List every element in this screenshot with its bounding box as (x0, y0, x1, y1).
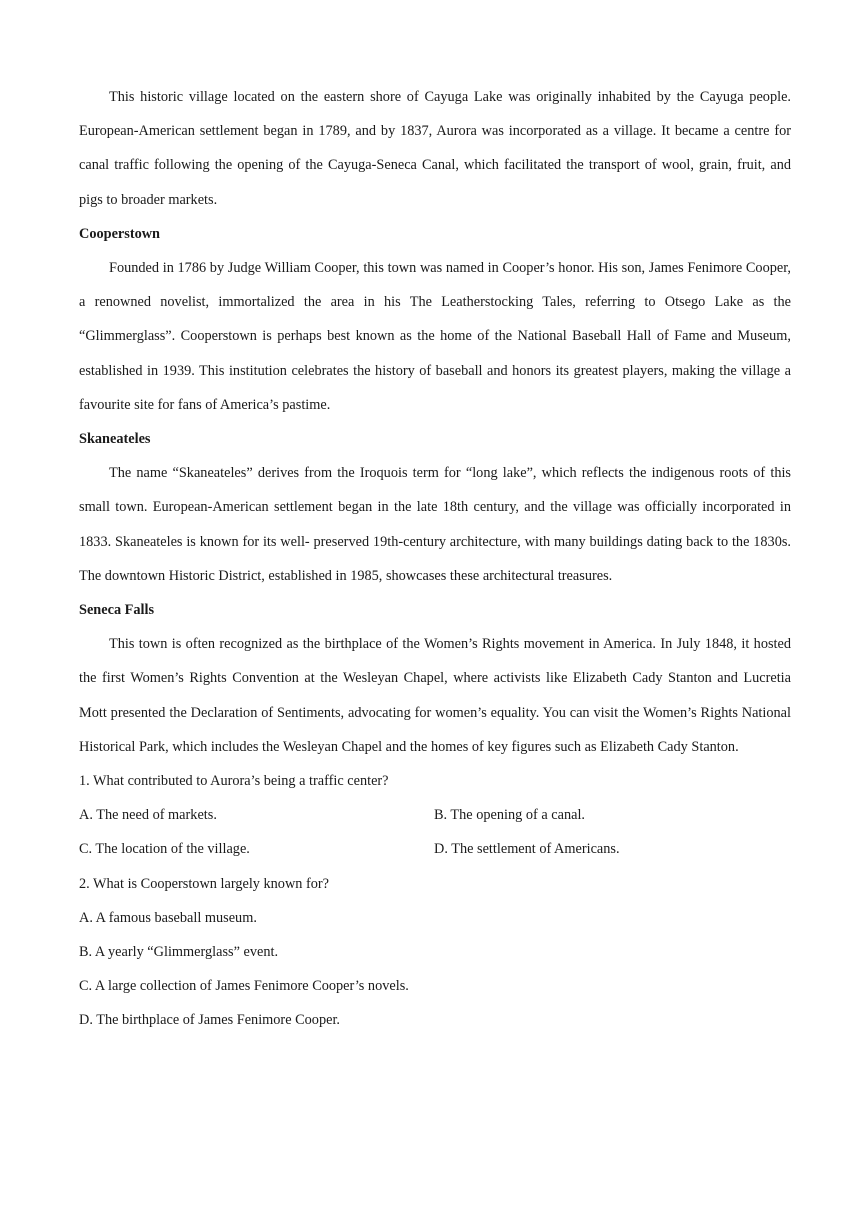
section-paragraph-seneca-falls: This town is often recognized as the birthplace of the Women’s Rights movement in America. In July 1848, it hosted the first Women’s Rights Convention at the Wesleyan Chapel, where activists like Elizabeth Cady Stanton and Lucretia Mott presented the Declaration of Sentiments, advocating for women’s equality. You can visit the Women’s Rights National Historical Park, which includes the Wesleyan Chapel and the homes of key figures such as Elizabeth Cady Stanton. (79, 636, 791, 755)
section-heading-cooperstown: Cooperstown (79, 225, 161, 242)
question-stem: 2. What is Cooperstown largely known for? (79, 875, 330, 892)
option-c: C. A large collection of James Fenimore Cooper’s novels. (79, 978, 409, 995)
option-b: B. The opening of a canal. (434, 807, 585, 824)
option-a: A. A famous baseball museum. (79, 909, 257, 926)
option-a: A. The need of markets. (79, 807, 217, 824)
section-paragraph-skaneateles: The name “Skaneateles” derives from the Iroquois term for “long lake”, which reflects the indigenous roots of this small town. European-American settlement began in the late 18th century, and the village was officially incorporated in 1833. Skaneateles is known for its well- preserved 19th-century architecture, with many buildings dating back to the 1830s. The downtown Historic District, established in 1985, showcases these architectural treasures. (79, 465, 791, 584)
options-row (79, 832, 791, 866)
document-body (79, 80, 791, 1038)
question-2 (79, 867, 791, 1038)
section-heading-skaneateles: Skaneateles (79, 431, 151, 448)
option-d: D. The birthplace of James Fenimore Cooper. (79, 1012, 340, 1029)
section-paragraph-cooperstown: Founded in 1786 by Judge William Cooper, this town was named in Cooper’s honor. His son, James Fenimore Cooper, a renowned novelist, immortalized the area in his The Leatherstocking Tales, referring to Otsego Lake as the “Glimmerglass”. Cooperstown is perhaps best known as the home of the National Baseball Hall of Fame and Museum, established in 1939. This institution celebrates the history of baseball and honors its greatest players, making the village a favourite site for fans of America’s pastime. (79, 260, 791, 413)
option-c: C. The location of the village. (79, 841, 250, 858)
question-1 (79, 764, 791, 867)
question-stem: 1. What contributed to Aurora’s being a traffic center? (79, 773, 389, 790)
options-row (79, 798, 791, 832)
section-heading-seneca-falls: Seneca Falls (79, 602, 155, 619)
option-d: D. The settlement of Americans. (434, 841, 620, 858)
option-b: B. A yearly “Glimmerglass” event. (79, 944, 279, 961)
intro-paragraph: This historic village located on the eastern shore of Cayuga Lake was originally inhabited by the Cayuga people. European-American settlement began in 1789, and by 1837, Aurora was incorporated as a village. It became a centre for canal traffic following the opening of the Cayuga-Seneca Canal, which facilitated the transport of wool, grain, fruit, and pigs to broader markets. (79, 89, 791, 208)
